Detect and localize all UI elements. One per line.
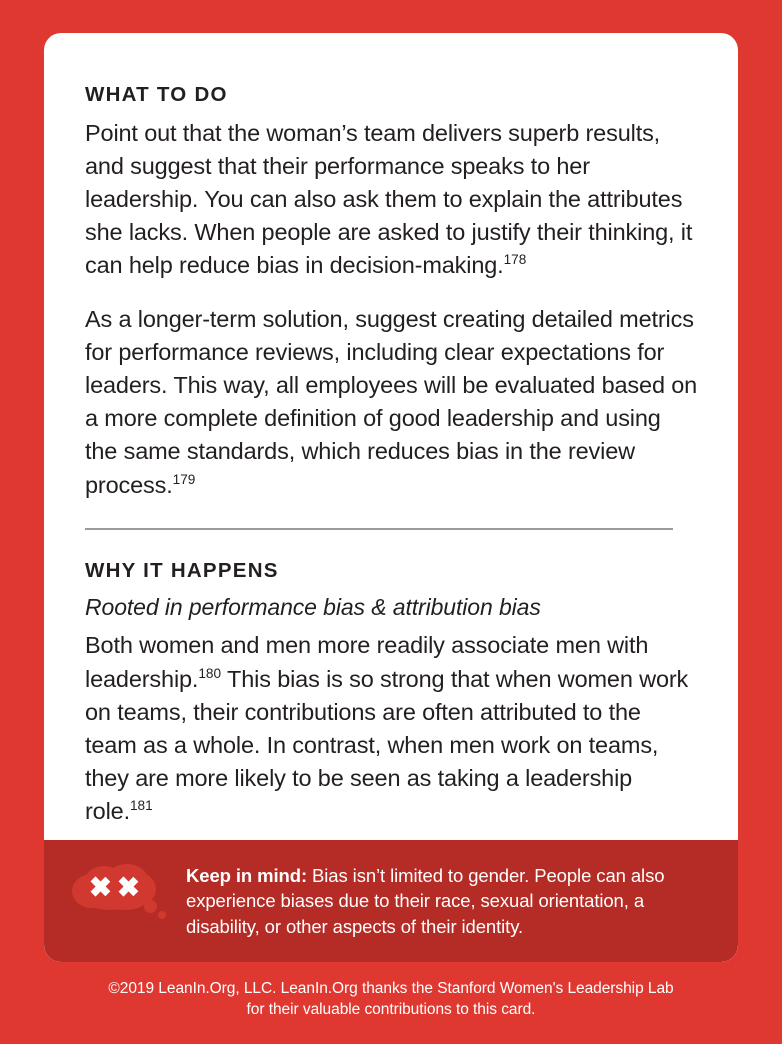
why-it-happens-subtitle: Rooted in performance bias & attribution bias bbox=[85, 594, 541, 621]
card-content bbox=[44, 33, 738, 840]
footnote-marker-179: 179 bbox=[172, 471, 196, 487]
why-it-happens-paragraph bbox=[85, 629, 698, 828]
what-to-do-paragraph-2 bbox=[85, 303, 698, 502]
bubble-trail-dot-large bbox=[144, 900, 157, 913]
footnote-marker-181: 181 bbox=[129, 798, 153, 814]
keep-in-mind-body: Bias isn’t limited to gender. People can also experience biases due to their race, sexual orientation, a disability, or other aspects of their identity. bbox=[186, 864, 665, 937]
x-mark-icon-left bbox=[90, 876, 111, 897]
why-it-happens-heading: WHY IT HAPPENS bbox=[85, 558, 279, 582]
why-it-happens-section bbox=[85, 559, 698, 829]
thought-bubble-two-x-icon bbox=[72, 864, 168, 922]
paragraph-text: Both women and men more readily associate men with leadership. bbox=[85, 632, 649, 692]
keep-in-mind-lead: Keep in mind: bbox=[186, 864, 308, 886]
section-divider bbox=[85, 528, 673, 530]
what-to-do-paragraph-1 bbox=[85, 117, 698, 283]
footnote-marker-178: 178 bbox=[503, 252, 527, 268]
bubble-trail-dot-small bbox=[158, 911, 166, 919]
footer-line-1: ©2019 LeanIn.Org, LLC. LeanIn.Org thanks the Stanford Women's Leadership Lab bbox=[108, 980, 674, 997]
advice-card bbox=[44, 33, 738, 962]
footer-credit bbox=[0, 978, 782, 1020]
footer-line-2: for their valuable contributions to this card. bbox=[246, 1001, 536, 1018]
paragraph-text: Point out that the woman’s team delivers superb results, and suggest that their performance speaks to her leadership. You can also ask them to explain the attributes she lacks. When people are asked to justify their thinking, it can help reduce bias in decision-making. bbox=[85, 119, 693, 279]
paragraph-text-continued: This bias is so strong that when women work on teams, their contributions are often attributed to the team as a whole. In contrast, when men work on teams, they are more likely to be seen as taking a leadership role. bbox=[85, 665, 689, 825]
what-to-do-heading: WHAT TO DO bbox=[85, 83, 228, 106]
paragraph-text: As a longer-term solution, suggest creating detailed metrics for performance reviews, including clear expectations for leaders. This way, all employees will be evaluated based on a more complete definition of good leadership and using the same standards, which reduces bias in the review process. bbox=[85, 305, 698, 498]
keep-in-mind-banner bbox=[44, 840, 738, 963]
what-to-do-section bbox=[85, 83, 698, 502]
x-mark-icon-right bbox=[118, 876, 139, 897]
footnote-marker-180: 180 bbox=[198, 665, 222, 681]
keep-in-mind-text bbox=[186, 862, 708, 940]
